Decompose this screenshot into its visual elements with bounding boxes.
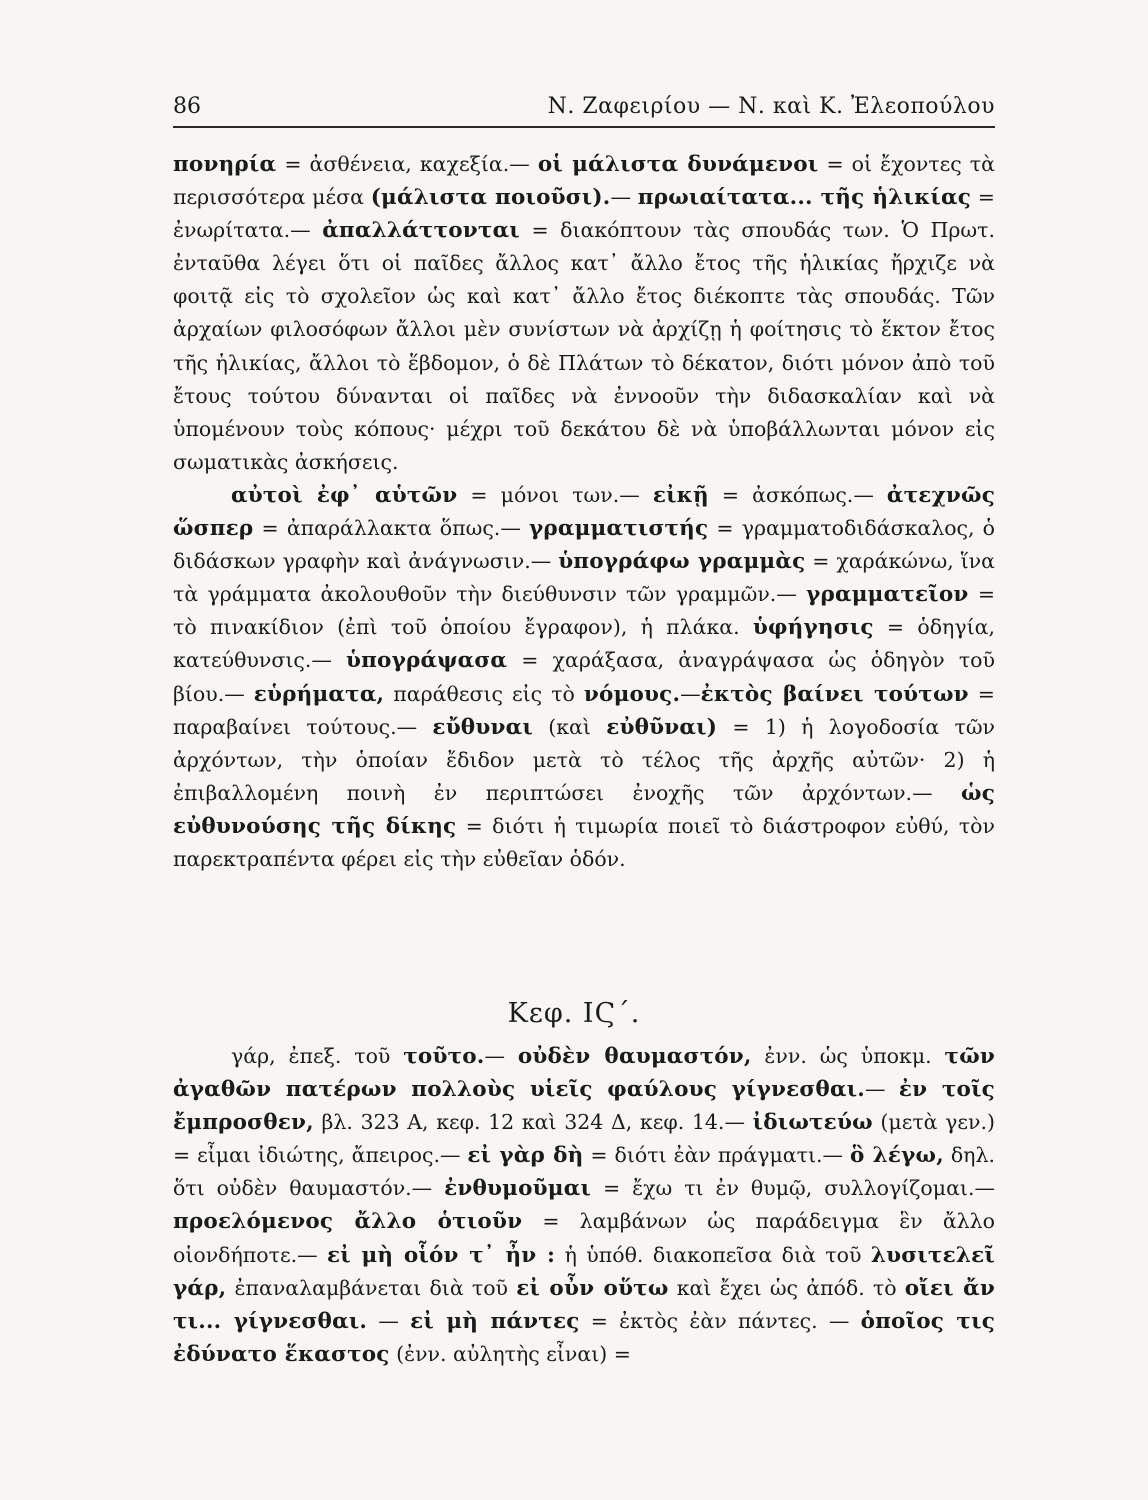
running-title: Ν. Ζαφειρίου — Ν. καὶ Κ. Ἐλεοπούλου xyxy=(547,94,995,119)
paragraph-2 xyxy=(173,479,995,876)
lemma-term: ἰδιωτεύω xyxy=(752,1110,873,1136)
gloss-text: = ἔχω τι ἐν θυμῷ, συλλογίζομαι.— xyxy=(591,1176,995,1201)
paragraph-3 xyxy=(173,1040,995,1371)
gloss-text: (μετὰ γεν.) = εἶμαι ἰδιώτης, ἄπειρος.— xyxy=(173,1110,995,1168)
chapter-heading: Κεφ. ΙϚ΄. xyxy=(507,998,641,1029)
lemma-term: τῶν ἀγαθῶν πατέρων πολλοὺς υἱεῖς φαύλους γίγνεσθαι. xyxy=(173,1044,995,1103)
lemma-term: ἐνθυμοῦμαι xyxy=(444,1176,592,1202)
gloss-text: = διακόπτουν τὰς σπουδάς των. Ὁ Πρωτ. ἐνταῦθα λέγει ὅτι οἱ παῖδες ἄλλος κατ᾽ ἄλλο ἔτος τῆς ἡλικίας ἤρχιζε νὰ φοιτᾷ εἰς τὸ σχολεῖον ὡς καὶ κατ᾽ ἄλλο ἔτος διέκοπτε τὰς σπουδάς. Τῶν ἀρχαίων φιλοσόφων ἄλλοι μὲν συνίστων νὰ ἀρχίζῃ ἡ φοίτησις τὸ ἕκτον ἔτος τῆς ἡλικίας, ἄλλοι τὸ ἕβδομον, ὁ δὲ Πλάτων τὸ δέκατον, διότι μόνον ἀπὸ τοῦ ἔτους τούτου δύνανται οἱ παῖδες νὰ ἐννοοῦν τὴν διδασκαλίαν καὶ νὰ ὑπομένουν τοὺς κόπους· μέχρι τοῦ δεκάτου δὲ νὰ ὑποβάλλωνται μόνον εἰς σωματικὰς ἀσκήσεις. xyxy=(173,218,995,474)
lemma-term: οἴει ἄν τι... γίγνεσθαι. xyxy=(173,1275,995,1334)
lemma-term: εἰκῇ xyxy=(652,482,709,508)
gloss-text: παράθεσις εἰς τὸ xyxy=(384,681,584,706)
gloss-text: (ἐνν. αὐλητὴς εἶναι) = xyxy=(389,1341,631,1366)
lemma-term: εἰ γὰρ δὴ xyxy=(467,1143,584,1169)
lemma-term: λυσιτελεῖ γάρ, xyxy=(173,1242,995,1301)
lemma-term: οὐδὲν θαυμαστόν, xyxy=(517,1044,752,1069)
gloss-text: — xyxy=(680,681,701,706)
gloss-text: = παραβαίνει τούτους.— xyxy=(173,681,995,739)
gloss-text: = οἱ ἔχοντες τὰ περισσότερα μέσα xyxy=(173,152,995,210)
lemma-term: (μάλιστα ποιοῦσι). xyxy=(370,185,611,211)
gloss-text: = ἀπαράλλακτα ὅπως.— xyxy=(253,516,529,541)
gloss-text: = ἐκτὸς ἐὰν πάντες. — xyxy=(579,1308,861,1333)
gloss-text: = τὸ πινακίδιον (ἐπὶ τοῦ ὁποίου ἔγραφον), ἡ πλάκα. xyxy=(173,582,995,640)
paragraph-1 xyxy=(173,148,995,479)
gloss-text: ἐπαναλαμβάνεται διὰ τοῦ xyxy=(226,1275,517,1300)
gloss-text: = ἀσθένεια, καχεξία.— xyxy=(276,152,538,176)
gloss-text: — xyxy=(610,185,638,210)
lemma-term: εἰ μὴ πάντες xyxy=(410,1308,580,1334)
gloss-text: = χαράξασα, ἀναγράψασα ὡς ὁδηγὸν τοῦ βίου.— xyxy=(173,648,995,706)
gloss-text: — xyxy=(367,1308,411,1333)
page-number: 86 xyxy=(173,94,201,119)
gloss-text: = ἐνωρίτατα.— xyxy=(173,185,995,243)
gloss-text: — xyxy=(484,1044,518,1068)
lemma-term: νόμους. xyxy=(583,681,681,707)
lemma-term: πονηρία xyxy=(173,152,277,177)
lemma-term: ἀτεχνῶς ὥσπερ xyxy=(173,482,995,542)
gloss-text: = 1) ἡ λογοδοσία τῶν ἀρχόντων, τὴν ὁποίαν ἔδιδον μετὰ τὸ τέλος τῆς ἀρχῆς αὐτῶν· 2) ἡ ἐπιβαλλομένη ποινὴ ἐν περιπτώσει ἐνοχῆς τῶν ἀρχόντων.— xyxy=(173,714,996,805)
gloss-text: γάρ, ἐπεξ. τοῦ xyxy=(231,1044,404,1068)
lemma-term: εὐθῦναι) xyxy=(606,714,718,740)
lemma-term: ἐν τοῖς ἔμπροσθεν, xyxy=(173,1077,995,1136)
gloss-text: — xyxy=(865,1077,899,1102)
gloss-text: (καὶ xyxy=(532,714,607,739)
lemma-term: ὁποῖος τις ἐδύνατο ἕκαστος xyxy=(173,1308,995,1367)
gloss-text: = ὁδηγία, κατεύθυνσις.— xyxy=(173,615,995,673)
commentary-block-bottom xyxy=(173,1040,995,1371)
lemma-term: πρωιαίτατα... τῆς ἡλικίας xyxy=(637,185,972,211)
gloss-text: = χαράκώνω, ἵνα τὰ γράμματα ἀκολουθοῦν τὴν διεύθυνσιν τῶν γραμμῶν.— xyxy=(173,549,995,607)
lemma-term: ἐκτὸς βαίνει τούτων xyxy=(700,681,969,707)
lemma-term: γραμματεῖον xyxy=(806,582,969,608)
gloss-text: = διότι ἡ τιμωρία ποιεῖ τὸ διάστροφον εὐθύ, τὸν παρεκτραπέντα φέρει εἰς τὴν εὐθεῖαν ὁδόν. xyxy=(173,813,995,871)
lemma-term: γραμματιστής xyxy=(528,516,709,542)
page-header xyxy=(173,92,995,128)
gloss-text: βλ. 323 Α, κεφ. 12 καὶ 324 Δ, κεφ. 14.— xyxy=(313,1110,753,1135)
gloss-text: = διότι ἐὰν πράγματι.— xyxy=(583,1143,850,1168)
lemma-term: οἱ μάλιστα δυνάμενοι xyxy=(537,152,819,177)
lemma-term: ἀπαλλάττονται xyxy=(322,218,520,244)
gloss-text: = λαμβάνων ὡς παράδειγμα ἓν ἄλλο οἱονδήποτε.— xyxy=(173,1209,995,1267)
lemma-term: ὑπογράψασα xyxy=(345,648,508,674)
lemma-term: εἰ μὴ οἷόν τ᾽ ἦν : xyxy=(327,1242,556,1268)
lemma-term: εὔθυναι xyxy=(432,714,533,740)
lemma-term: ὑπογράφω γραμμὰς xyxy=(558,549,806,575)
lemma-term: τοῦτο. xyxy=(403,1044,485,1069)
lemma-term: προελόμενος ἄλλο ὁτιοῦν xyxy=(173,1209,523,1235)
gloss-text: = ἀσκόπως.— xyxy=(708,482,887,507)
gloss-text: δηλ. ὅτι οὐδὲν θαυμαστόν.— xyxy=(173,1143,995,1201)
lemma-term: εὑρήματα, xyxy=(253,681,385,707)
lemma-term: αὐτοὶ ἐφ᾽ αὑτῶν xyxy=(231,482,458,508)
gloss-text: ἡ ὑπόθ. διακοπεῖσα διὰ τοῦ xyxy=(555,1242,871,1267)
gloss-text: = γραμματοδιδάσκαλος, ὁ διδάσκων γραφὴν καὶ ἀνάγνωσιν.— xyxy=(173,516,996,574)
lemma-term: ὑφήγησις xyxy=(752,615,874,641)
lemma-term: εἰ οὖν οὕτω xyxy=(516,1275,669,1301)
lemma-term: ὡς εὐθυνούσης τῆς δίκης xyxy=(173,780,995,839)
gloss-text: = μόνοι των.— xyxy=(457,482,653,507)
lemma-term: ὃ λέγω, xyxy=(849,1143,944,1169)
gloss-text: καὶ ἔχει ὡς ἀπόδ. τὸ xyxy=(668,1275,905,1300)
commentary-block-top xyxy=(173,148,995,876)
gloss-text: ἐνν. ὡς ὑποκμ. xyxy=(751,1044,945,1068)
